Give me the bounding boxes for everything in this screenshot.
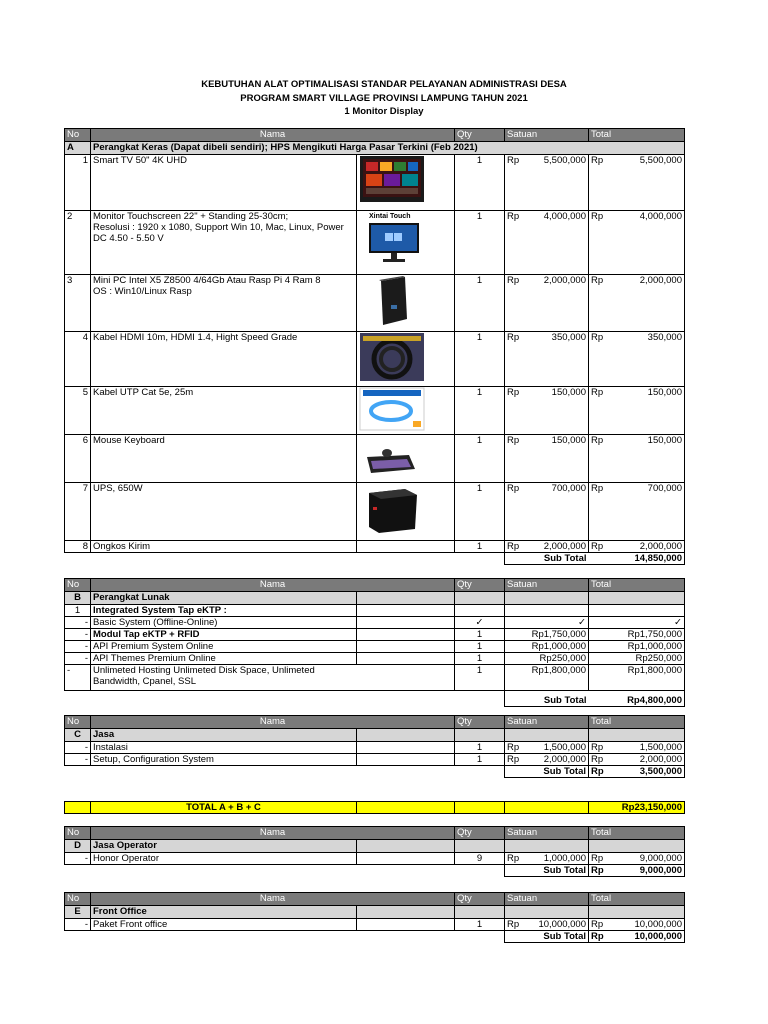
section-title: Jasa Operator — [91, 840, 357, 853]
item-satuan — [505, 435, 589, 483]
table-row — [65, 275, 685, 332]
item-name: Instalasi — [91, 742, 357, 754]
item-qty: 1 — [455, 629, 505, 641]
item-qty: 1 — [455, 754, 505, 766]
subtotal-amount: 9,000,000 — [639, 865, 682, 876]
rp-label: Rp — [591, 865, 604, 876]
rp-label: Rp — [507, 332, 520, 343]
table-row — [65, 629, 685, 641]
section-code: B — [65, 592, 91, 605]
empty-cell — [357, 802, 455, 814]
item-qty: 1 — [455, 435, 505, 483]
item-satuan: Rp250,000 — [505, 653, 589, 665]
row-no: 4 — [65, 332, 91, 387]
col-nama: Nama — [91, 579, 455, 592]
rp-label: Rp — [591, 211, 604, 222]
item-qty: 1 — [455, 387, 505, 435]
table-row — [65, 853, 685, 865]
satuan-value: 350,000 — [551, 332, 586, 343]
table-row — [65, 754, 685, 766]
satuan-value: 5,500,000 — [543, 155, 586, 166]
empty-cell — [357, 653, 455, 665]
subtotal-label: Sub Total — [505, 766, 589, 778]
col-qty: Qty — [455, 893, 505, 906]
col-total: Total — [589, 129, 685, 142]
subtotal-value — [589, 766, 685, 778]
item-satuan — [505, 742, 589, 754]
item-satuan — [505, 853, 589, 865]
item-satuan — [505, 483, 589, 541]
subtotal-label: Sub Total — [505, 865, 589, 877]
item-satuan — [505, 211, 589, 275]
rp-label: Rp — [591, 931, 604, 942]
subtotal-row — [65, 553, 685, 565]
rp-label: Rp — [507, 541, 520, 552]
rp-label: Rp — [591, 435, 604, 446]
table-row — [65, 653, 685, 665]
col-satuan: Satuan — [505, 827, 589, 840]
rp-label: Rp — [507, 483, 520, 494]
rp-label: Rp — [507, 919, 520, 930]
empty-cell — [357, 754, 455, 766]
section-code: E — [65, 906, 91, 919]
rp-label: Rp — [591, 853, 604, 864]
table-row — [65, 387, 685, 435]
rp-label: Rp — [507, 155, 520, 166]
item-qty: 1 — [455, 919, 505, 931]
item-name: Kabel HDMI 10m, HDMI 1.4, Hight Speed Grade — [91, 332, 357, 387]
col-no: No — [65, 827, 91, 840]
table-section-b — [64, 578, 685, 707]
spacer — [65, 691, 505, 707]
rp-label: Rp — [591, 332, 604, 343]
rp-label: Rp — [591, 387, 604, 398]
item-satuan: Rp1,000,000 — [505, 641, 589, 653]
col-qty: Qty — [455, 827, 505, 840]
item-satuan — [505, 541, 589, 553]
section-row — [65, 142, 685, 155]
total-value: 150,000 — [647, 387, 682, 398]
col-nama: Nama — [91, 716, 455, 729]
item-qty: 1 — [455, 211, 505, 275]
rp-label: Rp — [507, 275, 520, 286]
col-total: Total — [589, 827, 685, 840]
item-total — [589, 435, 685, 483]
table-row — [65, 435, 685, 483]
keyboard-mouse-image — [357, 435, 455, 483]
smart-tv-image — [357, 155, 455, 211]
item-name: Kabel UTP Cat 5e, 25m — [91, 387, 357, 435]
subtotal-row — [65, 691, 685, 707]
empty-cell — [455, 840, 505, 853]
item-name: API Themes Premium Online — [91, 653, 357, 665]
col-qty: Qty — [455, 129, 505, 142]
rp-label: Rp — [507, 754, 520, 765]
total-value: 2,000,000 — [639, 754, 682, 765]
section-title: Jasa — [91, 729, 357, 742]
table-row — [65, 332, 685, 387]
rp-label: Rp — [591, 483, 604, 494]
satuan-value: 2,000,000 — [543, 541, 586, 552]
mini-pc-icon — [359, 275, 425, 327]
total-value: 2,000,000 — [639, 541, 682, 552]
satuan-value: 2,000,000 — [543, 754, 586, 765]
rp-label: Rp — [507, 211, 520, 222]
row-dash: - — [65, 665, 91, 691]
subtotal-row — [65, 766, 685, 778]
section-title: Perangkat Lunak — [91, 592, 357, 605]
section-row — [65, 592, 685, 605]
grand-total-value: Rp23,150,000 — [589, 802, 685, 814]
empty-cell — [505, 906, 589, 919]
empty-cell — [357, 742, 455, 754]
utp-cable-image — [357, 387, 455, 435]
empty-cell — [505, 840, 589, 853]
rp-label: Rp — [591, 275, 604, 286]
row-dash: - — [65, 641, 91, 653]
empty-cell — [589, 605, 685, 617]
item-qty: 9 — [455, 853, 505, 865]
row-no: 2 — [65, 211, 91, 275]
subtotal-amount: 10,000,000 — [634, 931, 682, 942]
section-title: Front Office — [91, 906, 357, 919]
table-row — [65, 541, 685, 553]
col-satuan: Satuan — [505, 716, 589, 729]
row-no: 7 — [65, 483, 91, 541]
satuan-value: 700,000 — [551, 483, 586, 494]
subtotal-label: Sub Total — [505, 931, 589, 943]
item-total — [589, 387, 685, 435]
table-section-c — [64, 715, 685, 778]
item-total — [589, 211, 685, 275]
item-satuan: Rp1,800,000 — [505, 665, 589, 691]
row-no: 3 — [65, 275, 91, 332]
item-satuan — [505, 155, 589, 211]
image-caption: Xintai Touch — [369, 213, 411, 220]
row-no: 6 — [65, 435, 91, 483]
table-section-e — [64, 892, 685, 943]
item-total — [589, 742, 685, 754]
row-dash: - — [65, 617, 91, 629]
item-qty: 1 — [455, 155, 505, 211]
table-row — [65, 155, 685, 211]
item-qty: 1 — [455, 483, 505, 541]
table-row — [65, 483, 685, 541]
col-satuan: Satuan — [505, 129, 589, 142]
subtotal-label: Sub Total — [505, 553, 589, 565]
rp-label: Rp — [591, 742, 604, 753]
satuan-value: 150,000 — [551, 387, 586, 398]
table-row — [65, 617, 685, 629]
item-qty: 1 — [455, 541, 505, 553]
rp-label: Rp — [507, 742, 520, 753]
section-code: D — [65, 840, 91, 853]
satuan-value: 10,000,000 — [538, 919, 586, 930]
total-value: 10,000,000 — [634, 919, 682, 930]
col-nama: Nama — [91, 129, 455, 142]
col-satuan: Satuan — [505, 893, 589, 906]
empty-cell — [357, 919, 455, 931]
empty-cell — [357, 617, 455, 629]
item-name: Monitor Touchscreen 22" + Standing 25-30cm; Resolusi : 1920 x 1080, Support Win 10, Mac, Linux, Power DC 4.50 - 5.50 V — [91, 211, 357, 275]
total-value: 350,000 — [647, 332, 682, 343]
subtotal-row — [65, 865, 685, 877]
item-name: UPS, 650W — [91, 483, 357, 541]
smart-tv-icon — [359, 155, 425, 205]
item-total — [589, 483, 685, 541]
check-icon: ✓ — [589, 617, 685, 629]
cable-coil-icon — [359, 332, 425, 382]
doc-title-line2: PROGRAM SMART VILLAGE PROVINSI LAMPUNG TAHUN 2021 — [240, 93, 528, 104]
col-total: Total — [589, 716, 685, 729]
keyboard-icon — [359, 435, 425, 479]
row-dash: - — [65, 629, 91, 641]
hdmi-cable-image — [357, 332, 455, 387]
grand-total-row — [65, 802, 685, 814]
rp-label: Rp — [591, 766, 604, 777]
check-icon: ✓ — [455, 617, 505, 629]
row-no: 5 — [65, 387, 91, 435]
col-total: Total — [589, 893, 685, 906]
table-row — [65, 665, 685, 691]
empty-cell — [357, 541, 455, 553]
empty-cell — [357, 729, 455, 742]
col-satuan: Satuan — [505, 579, 589, 592]
col-no: No — [65, 129, 91, 142]
item-qty: 1 — [455, 742, 505, 754]
item-name: Honor Operator — [91, 853, 357, 865]
item-total — [589, 919, 685, 931]
empty-cell — [455, 906, 505, 919]
rp-label: Rp — [507, 387, 520, 398]
rp-label: Rp — [591, 754, 604, 765]
touch-monitor-image — [357, 211, 455, 275]
mini-pc-image — [357, 275, 455, 332]
item-total — [589, 754, 685, 766]
section-title: Perangkat Keras (Dapat dibeli sendiri); HPS Mengikuti Harga Pasar Terkini (Feb 2021) — [91, 142, 685, 155]
row-no: 8 — [65, 541, 91, 553]
monitor-icon — [359, 222, 425, 264]
item-qty: 1 — [455, 665, 505, 691]
section-code: A — [65, 142, 91, 155]
item-total: Rp1,750,000 — [589, 629, 685, 641]
table-header — [65, 129, 685, 142]
item-total: Rp250,000 — [589, 653, 685, 665]
row-dash: - — [65, 754, 91, 766]
total-value: 5,500,000 — [639, 155, 682, 166]
spacer — [65, 766, 505, 778]
row-dash: - — [65, 653, 91, 665]
subtotal-value — [589, 865, 685, 877]
empty-cell — [357, 629, 455, 641]
table-row — [65, 641, 685, 653]
item-name: Mini PC Intel X5 Z8500 4/64Gb Atau Rasp Pi 4 Ram 8 OS : Win10/Linux Rasp — [91, 275, 357, 332]
empty-cell — [505, 592, 589, 605]
row-no: 1 — [65, 155, 91, 211]
table-row — [65, 919, 685, 931]
rp-label: Rp — [507, 435, 520, 446]
section-code: C — [65, 729, 91, 742]
empty-cell — [589, 592, 685, 605]
col-nama: Nama — [91, 827, 455, 840]
empty-cell — [589, 729, 685, 742]
item-satuan — [505, 919, 589, 931]
satuan-value: 2,000,000 — [543, 275, 586, 286]
item-qty: 1 — [455, 275, 505, 332]
col-no: No — [65, 579, 91, 592]
item-total — [589, 853, 685, 865]
item-satuan: Rp1,750,000 — [505, 629, 589, 641]
col-qty: Qty — [455, 716, 505, 729]
satuan-value: 4,000,000 — [543, 211, 586, 222]
subtotal-amount: 3,500,000 — [639, 766, 682, 777]
rp-label: Rp — [591, 919, 604, 930]
table-header — [65, 827, 685, 840]
item-qty: 1 — [455, 332, 505, 387]
col-no: No — [65, 893, 91, 906]
empty-cell — [589, 840, 685, 853]
item-total — [589, 541, 685, 553]
empty-cell — [589, 906, 685, 919]
item-name: Setup, Configuration System — [91, 754, 357, 766]
total-value: 9,000,000 — [639, 853, 682, 864]
doc-title-line3: 1 Monitor Display — [344, 106, 424, 117]
table-section-a — [64, 128, 685, 565]
item-name: Basic System (Offline-Online) — [91, 617, 357, 629]
row-no: 1 — [65, 605, 91, 617]
spacer — [65, 865, 505, 877]
rp-label: Rp — [591, 541, 604, 552]
col-nama: Nama — [91, 893, 455, 906]
rp-label: Rp — [507, 853, 520, 864]
item-name: Mouse Keyboard — [91, 435, 357, 483]
row-dash: - — [65, 853, 91, 865]
col-total: Total — [589, 579, 685, 592]
row-dash: - — [65, 742, 91, 754]
empty-cell — [455, 802, 505, 814]
empty-cell — [357, 641, 455, 653]
spacer — [65, 931, 505, 943]
satuan-value: 1,000,000 — [543, 853, 586, 864]
item-satuan — [505, 387, 589, 435]
col-qty: Qty — [455, 579, 505, 592]
satuan-value: 1,500,000 — [543, 742, 586, 753]
empty-cell — [455, 605, 505, 617]
section-row — [65, 729, 685, 742]
table-header — [65, 579, 685, 592]
item-qty: 1 — [455, 653, 505, 665]
item-total: Rp1,000,000 — [589, 641, 685, 653]
total-value: 1,500,000 — [639, 742, 682, 753]
item-total — [589, 155, 685, 211]
table-section-d — [64, 826, 685, 877]
empty-cell — [65, 802, 91, 814]
ups-icon — [359, 483, 425, 535]
check-icon: ✓ — [505, 617, 589, 629]
subsection-title: Integrated System Tap eKTP : — [91, 605, 357, 617]
empty-cell — [455, 592, 505, 605]
doc-title-line1: KEBUTUHAN ALAT OPTIMALISASI STANDAR PELAYANAN ADMINISTRASI DESA — [201, 79, 567, 90]
item-name: Unlimeted Hosting Unlimeted Disk Space, Unlimeted Bandwidth, Cpanel, SSL — [91, 665, 455, 691]
subtotal-value — [589, 931, 685, 943]
table-header — [65, 893, 685, 906]
subsection-row — [65, 605, 685, 617]
section-row — [65, 906, 685, 919]
section-row — [65, 840, 685, 853]
empty-cell — [357, 592, 455, 605]
item-total: Rp1,800,000 — [589, 665, 685, 691]
item-name: Ongkos Kirim — [91, 541, 357, 553]
grand-total-table — [64, 801, 685, 814]
col-no: No — [65, 716, 91, 729]
ups-image — [357, 483, 455, 541]
rp-label: Rp — [591, 155, 604, 166]
utp-cable-icon — [359, 387, 425, 431]
subtotal-value: Rp4,800,000 — [589, 691, 685, 707]
grand-total-label: TOTAL A + B + C — [91, 802, 357, 814]
empty-cell — [357, 605, 455, 617]
empty-cell — [505, 605, 589, 617]
satuan-value: 150,000 — [551, 435, 586, 446]
table-row — [65, 211, 685, 275]
empty-cell — [455, 729, 505, 742]
total-value: 700,000 — [647, 483, 682, 494]
subtotal-value: 14,850,000 — [589, 553, 685, 565]
empty-cell — [357, 906, 455, 919]
table-row — [65, 742, 685, 754]
item-name: Paket Front office — [91, 919, 357, 931]
empty-cell — [357, 853, 455, 865]
item-name: Smart TV 50" 4K UHD — [91, 155, 357, 211]
item-qty: 1 — [455, 641, 505, 653]
item-satuan — [505, 754, 589, 766]
total-value: 4,000,000 — [639, 211, 682, 222]
item-total — [589, 275, 685, 332]
item-total — [589, 332, 685, 387]
empty-cell — [505, 729, 589, 742]
total-value: 2,000,000 — [639, 275, 682, 286]
empty-cell — [505, 802, 589, 814]
table-header — [65, 716, 685, 729]
subtotal-row — [65, 931, 685, 943]
total-value: 150,000 — [647, 435, 682, 446]
item-satuan — [505, 332, 589, 387]
empty-cell — [357, 840, 455, 853]
spacer — [65, 553, 505, 565]
subtotal-label: Sub Total — [505, 691, 589, 707]
item-name: API Premium System Online — [91, 641, 357, 653]
row-dash: - — [65, 919, 91, 931]
item-satuan — [505, 275, 589, 332]
item-name: Modul Tap eKTP + RFID — [91, 629, 357, 641]
